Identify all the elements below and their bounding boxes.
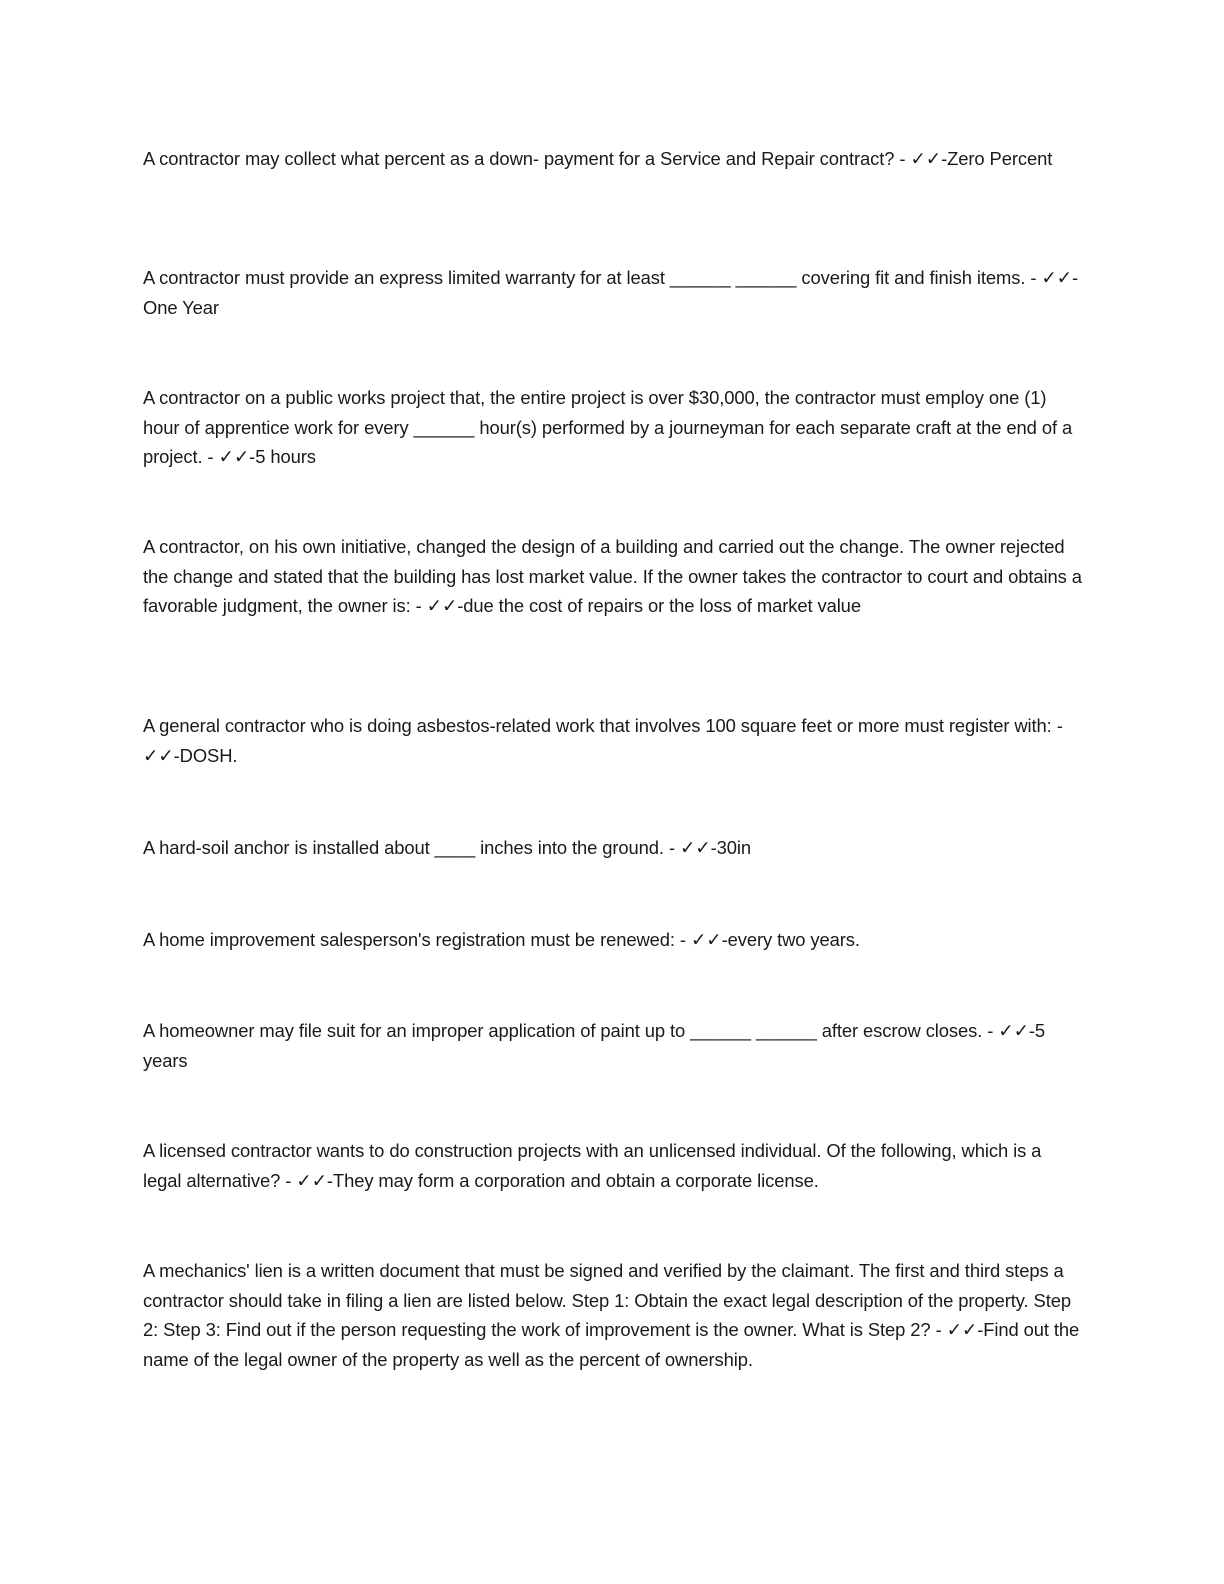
qa-item-4: A contractor, on his own initiative, changed the design of a building and carried out the change. The owner rejected the change and stated that the building has lost market value. If the owner takes the contractor to court and obtains a favorable judgment, the owner is: - ✓✓-due the cost of repairs or the loss of market value (143, 536, 1082, 617)
qa-item-3: A contractor on a public works project that, the entire project is over $30,000, the contractor must employ one (1) hour of apprentice work for every ______ hour(s) performed by a journeyman for each separate craft at the end of a project. - ✓✓-5 hours (143, 387, 1073, 468)
qa-item-9: A licensed contractor wants to do construction projects with an unlicensed individual. Of the following, which is a legal alternative? - ✓✓-They may form a corporation and obtain a corporate license. (143, 1140, 1042, 1191)
qa-item-10: A mechanics' lien is a written document that must be signed and verified by the claimant. The first and third steps a contractor should take in filing a lien are listed below. Step 1: Obtain the exact legal description of the property. Step 2: Step 3: Find out if the person requesting the work of improvement is the owner. What is Step 2? - ✓✓-Find out the name of the legal owner of the property as well as the percent of ownership. (143, 1260, 1080, 1371)
qa-item-8: A homeowner may file suit for an improper application of paint up to ______ ______ after escrow closes. - ✓✓-5 years (143, 1020, 1046, 1071)
qa-item-5: A general contractor who is doing asbestos-related work that involves 100 square feet or more must register with: - ✓✓-DOSH. (143, 715, 1063, 766)
qa-item-7: A home improvement salesperson's registration must be renewed: - ✓✓-every two years. (143, 929, 860, 950)
qa-item-2: A contractor must provide an express limited warranty for at least ______ ______ covering fit and finish items. - ✓✓-One Year (143, 267, 1079, 318)
qa-item-1: A contractor may collect what percent as a down- payment for a Service and Repair contract? - ✓✓-Zero Percent (143, 148, 1053, 169)
qa-item-6: A hard-soil anchor is installed about ____ inches into the ground. - ✓✓-30in (143, 837, 752, 858)
